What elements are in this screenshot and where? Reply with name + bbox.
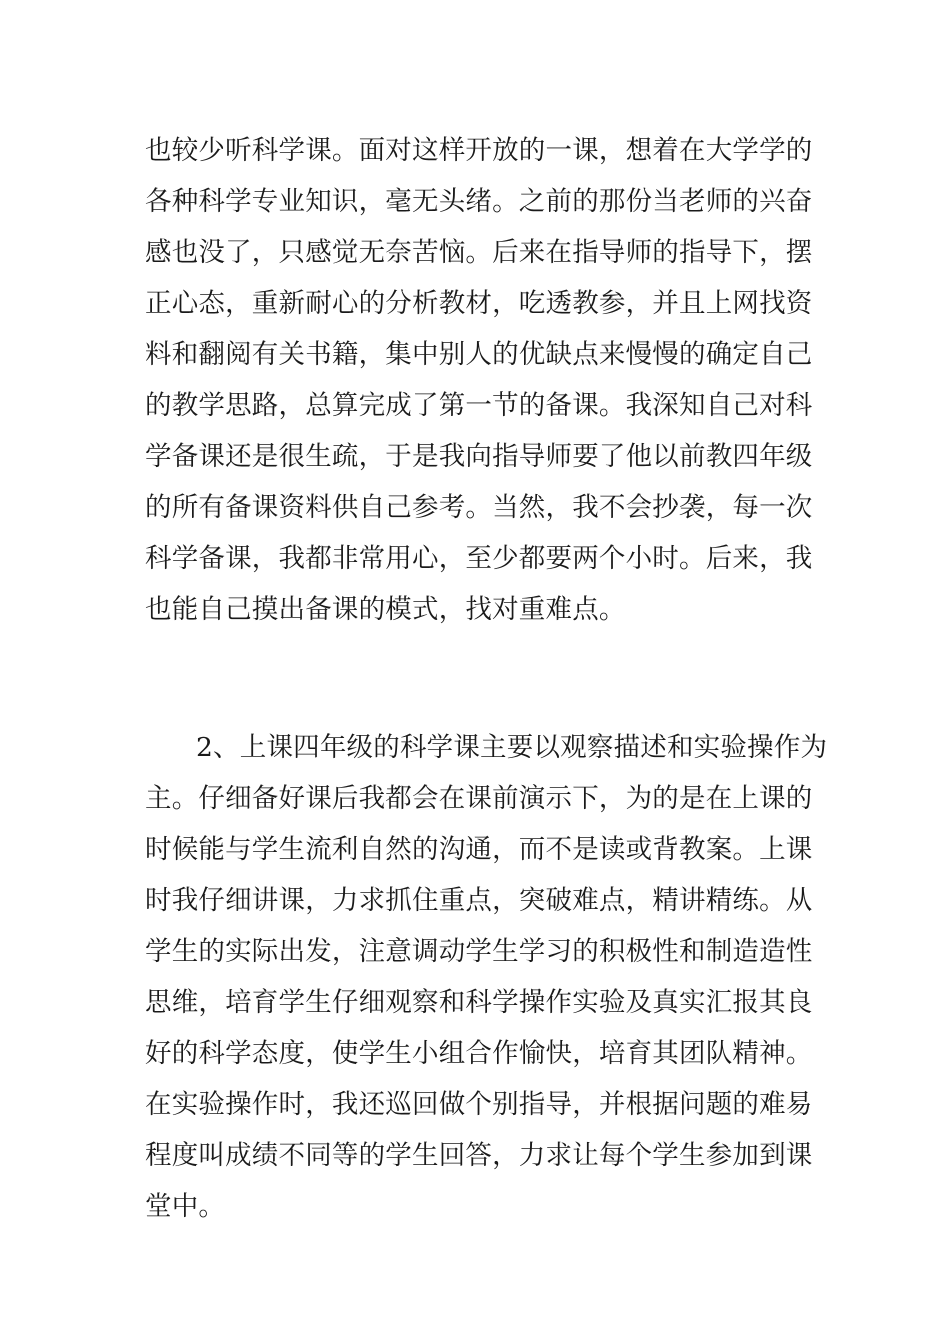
paragraph-1-line-7: 学备课还是很生疏，于是我向指导师要了他以前教四年级 [145, 441, 813, 472]
paragraph-2-line-10: 堂中。 [145, 1191, 226, 1222]
paragraph-1-line-2: 各种科学专业知识，毫无头绪。之前的那份当老师的兴奋 [145, 186, 813, 217]
paragraph-2-line-6: 思维，培育学生仔细观察和科学操作实验及真实汇报其良 [145, 987, 813, 1018]
paragraph-1-line-9: 科学备课，我都非常用心，至少都要两个小时。后来，我 [145, 543, 813, 574]
paragraph-1-line-8: 的所有备课资料供自己参考。当然，我不会抄袭，每一次 [145, 492, 813, 523]
paragraph-2-line-4: 时我仔细讲课，力求抓住重点，突破难点，精讲精练。从 [145, 885, 813, 916]
paragraph-2-line-5: 学生的实际出发，注意调动学生学习的积极性和制造造性 [145, 936, 813, 967]
paragraph-2-line-3: 时候能与学生流利自然的沟通，而不是读或背教案。上课 [145, 834, 813, 865]
paragraph-1-line-10: 也能自己摸出备课的模式，找对重难点。 [145, 594, 626, 625]
paragraph-2-line-9: 程度叫成绩不同等的学生回答，力求让每个学生参加到课 [145, 1140, 813, 1171]
paragraph-1-line-1: 也较少听科学课。面对这样开放的一课，想着在大学学的 [145, 135, 813, 166]
paragraph-1-line-6: 的教学思路，总算完成了第一节的备课。我深知自己对科 [145, 390, 813, 421]
paragraph-2-line-7: 好的科学态度，使学生小组合作愉快，培育其团队精神。 [145, 1038, 813, 1069]
paragraph-2-line-2: 主。仔细备好课后我都会在课前演示下，为的是在上课的 [145, 783, 813, 814]
paragraph-2-line-8: 在实验操作时，我还巡回做个别指导，并根据问题的难易 [145, 1089, 813, 1120]
paragraph-1-line-5: 料和翻阅有关书籍，集中别人的优缺点来慢慢的确定自己 [145, 339, 813, 370]
paragraph-2-line-1: 2、上课四年级的科学课主要以观察描述和实验操作为 [196, 732, 828, 763]
paragraph-1-line-4: 正心态，重新耐心的分析教材，吃透教参，并且上网找资 [145, 288, 813, 319]
paragraph-1-line-3: 感也没了，只感觉无奈苦恼。后来在指导师的指导下，摆 [145, 237, 813, 268]
